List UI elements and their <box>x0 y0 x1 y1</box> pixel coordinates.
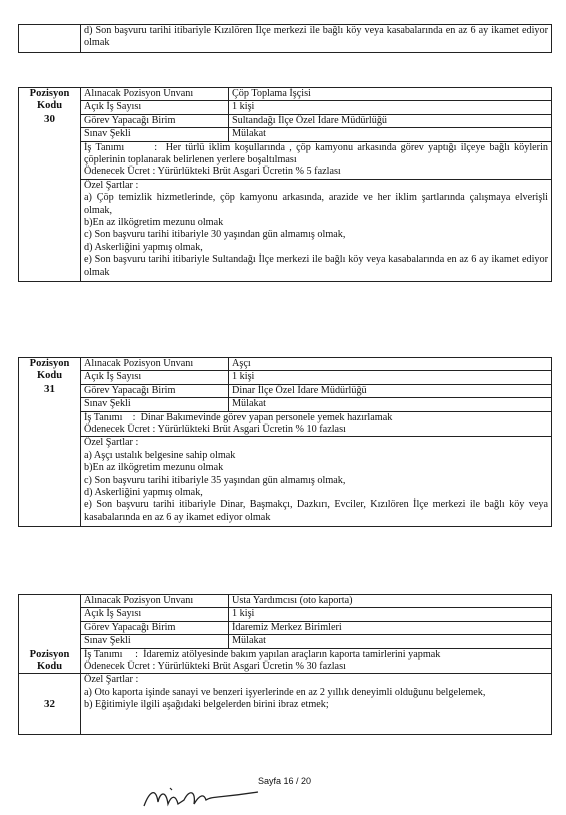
field-label: Açık İş Sayısı <box>81 371 229 384</box>
condition-item: c) Son başvuru tarihi itibariyle 30 yaşından gün almamış olmak, <box>84 229 346 241</box>
position-table-30 <box>18 87 552 282</box>
page-number: Sayfa 16 / 20 <box>258 776 312 786</box>
position-code-label: Pozisyon <box>29 88 70 99</box>
field-value: Mülakat <box>229 398 552 411</box>
condition-item: c) Son başvuru tarihi itibariyle 35 yaşından gün almamış olmak, <box>84 474 346 486</box>
field-value: Dinar İlçe Özel İdare Müdürlüğü <box>229 384 552 397</box>
condition-item: e) Son başvuru tarihi itibariyle Sultandağı İlçe merkezi ile bağlı köy veya kasabalarında en az 6 ay ikamet ediyor olmak <box>84 254 548 278</box>
field-value: Sultandağı İlçe Özel İdare Müdürlüğü <box>229 114 552 127</box>
previous-position-fragment <box>18 24 552 53</box>
field-label: Sınav Şekli <box>81 635 229 648</box>
job-description-text: Her türlü iklim koşullarında , çöp kamyonu arkasında görev yaptığı ilçeye bağlı köylerin çöplerinin toplanarak belirlenen yerlere boşaltılması <box>84 141 548 166</box>
field-label: Görev Yapacağı Birim <box>81 621 229 634</box>
position-table-32 <box>18 594 552 735</box>
position-code-label: Kodu <box>36 661 63 673</box>
field-label: Görev Yapacağı Birim <box>81 384 229 397</box>
field-value: 1 kişi <box>229 608 552 621</box>
field-value: 1 kişi <box>229 371 552 384</box>
condition-item: d) Askerliğini yapmış olmak, <box>84 487 203 499</box>
field-label: Açık İş Sayısı <box>81 608 229 621</box>
position-code-label: Pozisyon <box>29 358 70 369</box>
special-conditions-title: Özel Şartlar : <box>84 674 139 686</box>
position-code-number: 32 <box>44 698 55 711</box>
field-value: Mülakat <box>229 128 552 141</box>
position-code-label: Kodu <box>36 370 63 382</box>
position-code-cell <box>19 358 81 527</box>
field-value: Aşçı <box>229 358 552 371</box>
special-conditions-cell <box>81 437 552 527</box>
condition-item: d) Askerliğini yapmış olmak, <box>84 241 203 253</box>
position-code-label: Pozisyon <box>29 648 70 660</box>
condition-item: b) Eğitimiyle ilgili aşağıdaki belgelerden birini ibraz etmek; <box>84 699 329 711</box>
field-label: Alınacak Pozisyon Unvanı <box>81 88 229 101</box>
wage-text: Ödenecek Ücret : Yürürlükteki Brüt Asgari Ücretin % 5 fazlası <box>84 166 341 178</box>
special-conditions-title: Özel Şartlar : <box>84 179 139 191</box>
field-label: Alınacak Pozisyon Unvanı <box>81 358 229 371</box>
field-label: Açık İş Sayısı <box>81 101 229 114</box>
job-description-text: Dinar Bakımevinde görev yapan personele yemek hazırlamak <box>140 411 393 423</box>
field-value: İdaremiz Merkez Birimleri <box>229 621 552 634</box>
condition-item: a) Aşçı ustalık belgesine sahip olmak <box>84 449 236 461</box>
condition-item: a) Çöp temizlik hizmetlerinde, çöp kamyonu arkasında, arazide ve her iklim şartlarında çalışmaya elverişli olmak, <box>84 192 548 216</box>
field-value: Usta Yardımcısı (oto kaporta) <box>229 595 552 608</box>
position-code-cell <box>19 88 81 282</box>
field-value: Mülakat <box>229 635 552 648</box>
wage-text: Ödenecek Ücret : Yürürlükteki Brüt Asgari Ücretin % 10 fazlası <box>84 424 346 436</box>
job-description-label: İş Tanımı <box>84 411 123 423</box>
field-value: Çöp Toplama İşçisi <box>229 88 552 101</box>
job-description-cell: İş Tanımı : İdaremiz atölyesinde bakım yapılan araçların kaporta tamirlerini yapmak Ödenecek Ücret : Yürürlükteki Brüt Asgari Ücretin % 30 fazlası <box>81 648 552 674</box>
empty-code-cell <box>19 595 81 608</box>
position-code-cell <box>19 674 81 735</box>
condition-item: e) Son başvuru tarihi itibariyle Dinar, Başmakçı, Dazkırı, Evciler, Kızılören İlçe merkezi ile bağlı köy veya kasabalarında en az 6 ay ikamet ediyor olmak <box>84 499 548 523</box>
special-conditions-cell <box>81 179 552 281</box>
job-description-label: İş Tanımı <box>84 648 123 660</box>
job-description-cell: İş Tanımı : Her türlü iklim koşullarında , çöp kamyonu arkasında görev yaptığı ilçeye bağlı köylerin çöplerinin toplanarak belirlenen yerlere boşaltılması Ödenecek Ücret : Yürürlükteki Brüt Asgari Ücretin % 5 fazlası <box>81 141 552 179</box>
special-conditions-title: Özel Şartlar : <box>84 437 139 449</box>
position-code-number: 31 <box>44 382 55 395</box>
position-code-number: 30 <box>44 112 55 125</box>
empty-code-cell <box>19 25 81 53</box>
field-label: Görev Yapacağı Birim <box>81 114 229 127</box>
position-table-31 <box>18 357 552 527</box>
field-label: Alınacak Pozisyon Unvanı <box>81 595 229 608</box>
field-label: Sınav Şekli <box>81 398 229 411</box>
field-value: 1 kişi <box>229 101 552 114</box>
condition-item: b)En az ilkögretim mezunu olmak <box>84 217 224 229</box>
signature-image <box>140 780 260 812</box>
job-description-cell: İş Tanımı : Dinar Bakımevinde görev yapan personele yemek hazırlamak Ödenecek Ücret : Yürürlükteki Brüt Asgari Ücretin % 10 fazlası <box>81 411 552 437</box>
position-code-label: Kodu <box>36 100 63 112</box>
special-conditions-cell <box>81 674 552 735</box>
condition-item: a) Oto kaporta işinde sanayi ve benzeri işyerlerinde en az 2 yıllık deneyimli olduğunu belgelemek, <box>84 686 486 698</box>
condition-text: d) Son başvuru tarihi itibariyle Kızılören İlçe merkezi ile bağlı köy veya kasabalarında en az 6 ay ikamet ediyor olmak <box>81 25 552 53</box>
job-description-label: İş Tanımı <box>84 141 125 153</box>
position-code-cell <box>19 621 81 674</box>
empty-code-cell <box>19 608 81 621</box>
wage-text: Ödenecek Ücret : Yürürlükteki Brüt Asgari Ücretin % 30 fazlası <box>84 661 346 673</box>
job-description-text: İdaremiz atölyesinde bakım yapılan araçların kaporta tamirlerini yapmak <box>143 648 441 660</box>
condition-item: b)En az ilkögretim mezunu olmak <box>84 462 224 474</box>
field-label: Sınav Şekli <box>81 128 229 141</box>
